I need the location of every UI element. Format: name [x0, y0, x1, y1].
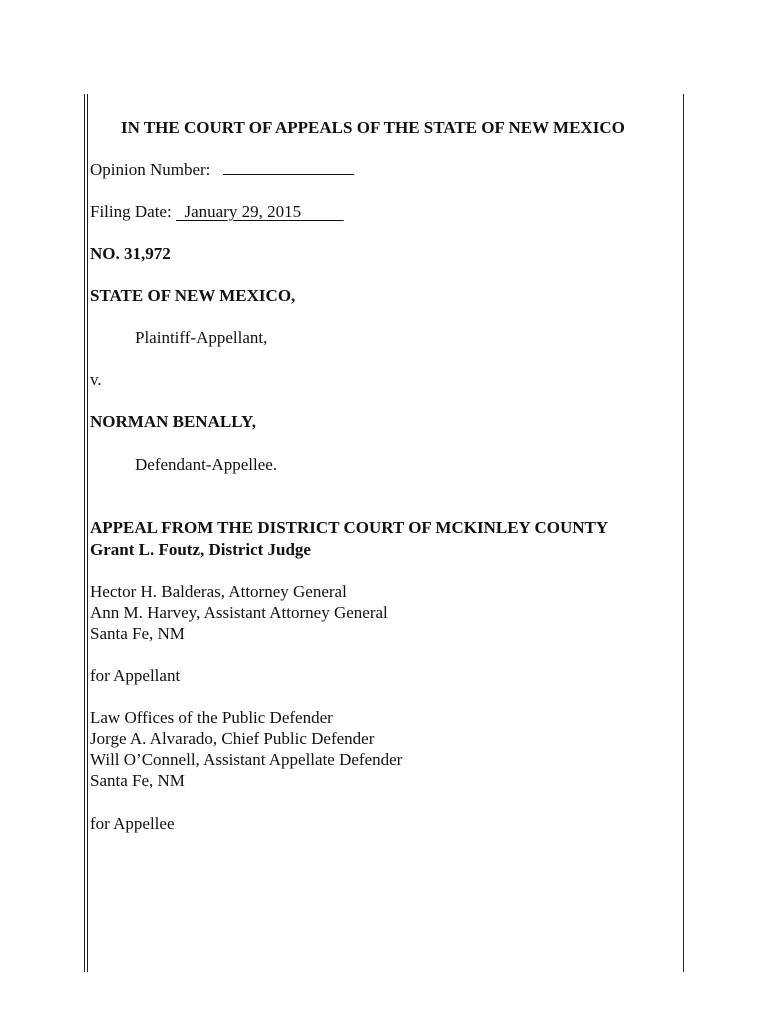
appellant-counsel-line: Hector H. Balderas, Attorney General [90, 582, 347, 601]
right-margin-rule [683, 94, 684, 972]
appeal-from: APPEAL FROM THE DISTRICT COURT OF MCKINLEY COUNTY [90, 518, 609, 537]
appellee-counsel-line: Will O’Connell, Assistant Appellate Defender [90, 750, 403, 769]
opinion-number-blank [223, 159, 354, 175]
versus: v. [90, 370, 102, 389]
appellee-counsel-line: Santa Fe, NM [90, 771, 185, 790]
appellee-counsel-line: Law Offices of the Public Defender [90, 708, 333, 727]
filing-date-line [90, 201, 344, 222]
case-number: NO. 31,972 [90, 244, 171, 263]
filing-date-value [176, 202, 344, 221]
appellant-counsel-line: Ann M. Harvey, Assistant Attorney General [90, 603, 388, 622]
filing-date-label: Filing Date: [90, 202, 172, 221]
left-margin-rule-inner [87, 94, 88, 972]
plaintiff-name: STATE OF NEW MEXICO, [90, 286, 296, 305]
opinion-number-label: Opinion Number: [90, 160, 211, 179]
court-title: IN THE COURT OF APPEALS OF THE STATE OF NEW MEXICO [121, 118, 625, 137]
filing-date-text: January 29, 2015 [184, 202, 302, 221]
defendant-role: Defendant-Appellee. [135, 455, 278, 474]
district-judge: Grant L. Foutz, District Judge [90, 540, 311, 559]
appellee-counsel-line: Jorge A. Alvarado, Chief Public Defender [90, 729, 375, 748]
for-appellant: for Appellant [90, 666, 181, 685]
plaintiff-role: Plaintiff-Appellant, [135, 328, 268, 347]
defendant-name: NORMAN BENALLY, [90, 412, 256, 431]
for-appellee: for Appellee [90, 814, 175, 833]
left-margin-rule [84, 94, 85, 972]
opinion-number-line [90, 159, 354, 180]
appellant-counsel-line: Santa Fe, NM [90, 624, 185, 643]
